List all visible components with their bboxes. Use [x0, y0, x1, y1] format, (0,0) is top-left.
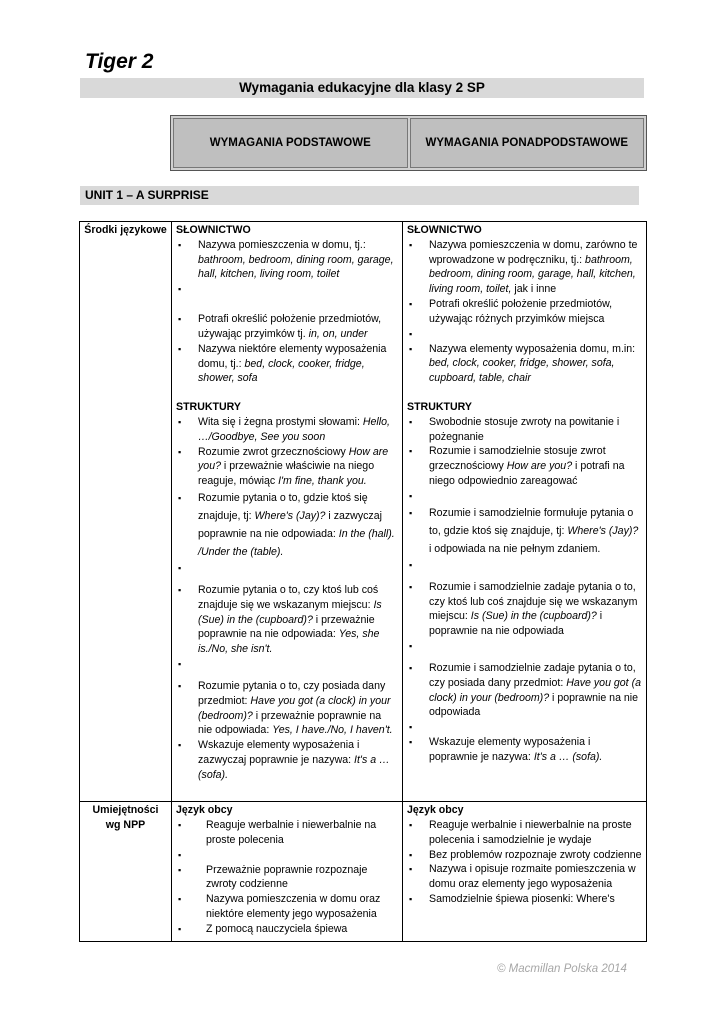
list-item: ▪ Swobodnie stosuje zwroty na powitanie i pożegnanie — [407, 415, 642, 445]
list-item: ▪ Potrafi określić położenie przedmiotów, używając przyimków tj. in, on, under — [176, 312, 398, 342]
list-item: ▪ Nazywa niektóre elementy wyposażenia domu, tj.: bed, clock, cooker, fridge, shower, sofa — [176, 342, 398, 386]
cell-umiejetnosci-advanced — [403, 802, 647, 942]
list-item: ▪ Rozumie pytania o to, gdzie ktoś się znajduje, tj: Where's (Jay)? i zazwyczaj poprawnie na nie odpowiada: In the (hall). /Under the (table). — [176, 489, 398, 561]
list-item: ▪ Reaguje werbalnie i niewerbalnie na proste polecenia — [176, 818, 398, 848]
document-title: Wymagania edukacyjne dla klasy 2 SP — [80, 78, 644, 98]
list-item: ▪ Reaguje werbalnie i niewerbalnie na proste polecenia i samodzielnie je wydaje — [407, 818, 642, 848]
list-item: ▪ Z pomocą nauczyciela śpiewa — [176, 922, 398, 937]
cell-umiejetnosci-basic — [172, 802, 403, 942]
list-item: ▪ Rozumie i samodzielnie zadaje pytania o to, czy posiada dany przedmiot: Have you got (a clock) in your (bedroom)? i poprawnie na nie odpowiada — [407, 661, 642, 720]
list-item: ▪ Rozumie i samodzielnie formułuje pytania o to, gdzie ktoś się znajduje, tj: Where's (Jay)? i odpowiada na nie pełnym zdaniem. — [407, 504, 642, 558]
cell-srodki-basic — [172, 222, 403, 802]
list-item: ▪ Wskazuje elementy wyposażenia i zazwyczaj poprawnie je nazywa: It's a … (sofa). — [176, 738, 398, 782]
requirements-table — [79, 221, 647, 942]
list-item: ▪ Nazywa pomieszczenia w domu oraz niektóre elementy jego wyposażenia — [176, 892, 398, 922]
section-title: Język obcy — [407, 804, 464, 817]
list-item: ▪ Nazywa pomieszczenia w domu, zarówno te wprowadzone w podręczniku, tj.: bathroom, bedroom, dining room, garage, hall, kitchen, living room, toilet, jak i inne — [407, 238, 642, 297]
header-basic-requirements: WYMAGANIA PODSTAWOWE — [173, 118, 408, 168]
table-row-umiejetnosci — [80, 802, 647, 942]
list-item: ▪ Rozumie i samodzielnie zadaje pytania o to, czy ktoś lub coś znajduje się we wskazanym miejscu: Is (Sue) in the (cupboard)? i poprawnie na nie odpowiada — [407, 580, 642, 639]
list-item: ▪ Bez problemów rozpoznaje zwroty codzienne — [407, 848, 642, 863]
list-item: ▪ Przeważnie poprawnie rozpoznaje zwroty codzienne — [176, 863, 398, 893]
list-item: ▪ Wskazuje elementy wyposażenia i poprawnie je nazywa: It's a … (sofa). — [407, 735, 642, 765]
table-row-srodki — [80, 222, 647, 802]
list-item: ▪ Nazywa pomieszczenia w domu, tj.: bathroom, bedroom, dining room, garage, hall, kitchen, living room, toilet — [176, 238, 398, 282]
requirements-header-table — [170, 115, 647, 171]
section-title: SŁOWNICTWO — [176, 224, 251, 236]
list-item: ▪ Samodzielnie śpiewa piosenki: Where's — [407, 892, 642, 907]
unit-heading: UNIT 1 – A SURPRISE — [80, 186, 639, 205]
list-item: ▪ Wita się i żegna prostymi słowami: Hello, …/Goodbye, See you soon — [176, 415, 398, 445]
list-item: ▪ Rozumie pytania o to, czy posiada dany przedmiot: Have you got (a clock) in your (bedroom)? i przeważnie poprawnie na nie odpowiada: Yes, I have./No, I haven't. — [176, 679, 398, 738]
section-title: STRUKTURY — [176, 401, 241, 414]
section-title: SŁOWNICTWO — [407, 224, 482, 236]
row-label-umiejetnosci: Umiejętności wg NPP — [80, 802, 172, 942]
row-label-srodki: Środki językowe — [80, 222, 172, 802]
copyright-footer: © Macmillan Polska 2014 — [497, 963, 627, 975]
cell-srodki-advanced — [403, 222, 647, 802]
list-item: ▪ Rozumie pytania o to, czy ktoś lub coś znajduje się we wskazanym miejscu: Is (Sue) in the (cupboard)? i przeważnie poprawnie na nie odpowiada: Yes, she is./No, she isn't. — [176, 583, 398, 657]
list-item: ▪ Potrafi określić położenie przedmiotów, używając różnych przyimków miejsca — [407, 297, 642, 327]
header-advanced-requirements: WYMAGANIA PONADPODSTAWOWE — [410, 118, 645, 168]
list-item: ▪ Nazywa i opisuje rozmaite pomieszczenia w domu oraz elementy jego wyposażenia — [407, 862, 642, 892]
section-title: STRUKTURY — [407, 400, 472, 413]
section-title: Język obcy — [176, 804, 233, 817]
list-item: ▪ Rozumie i samodzielnie stosuje zwrot grzecznościowy How are you? i potrafi na niego odpowiednio zareagować — [407, 444, 642, 488]
list-item: ▪ Rozumie zwrot grzecznościowy How are you? i przeważnie właściwie na niego reaguje, mówiąc I'm fine, thank you. — [176, 445, 398, 489]
course-title: Tiger 2 — [85, 50, 154, 73]
list-item: ▪ Nazywa elementy wyposażenia domu, m.in: bed, clock, cooker, fridge, shower, sofa, cupboard, table, chair — [407, 342, 642, 386]
